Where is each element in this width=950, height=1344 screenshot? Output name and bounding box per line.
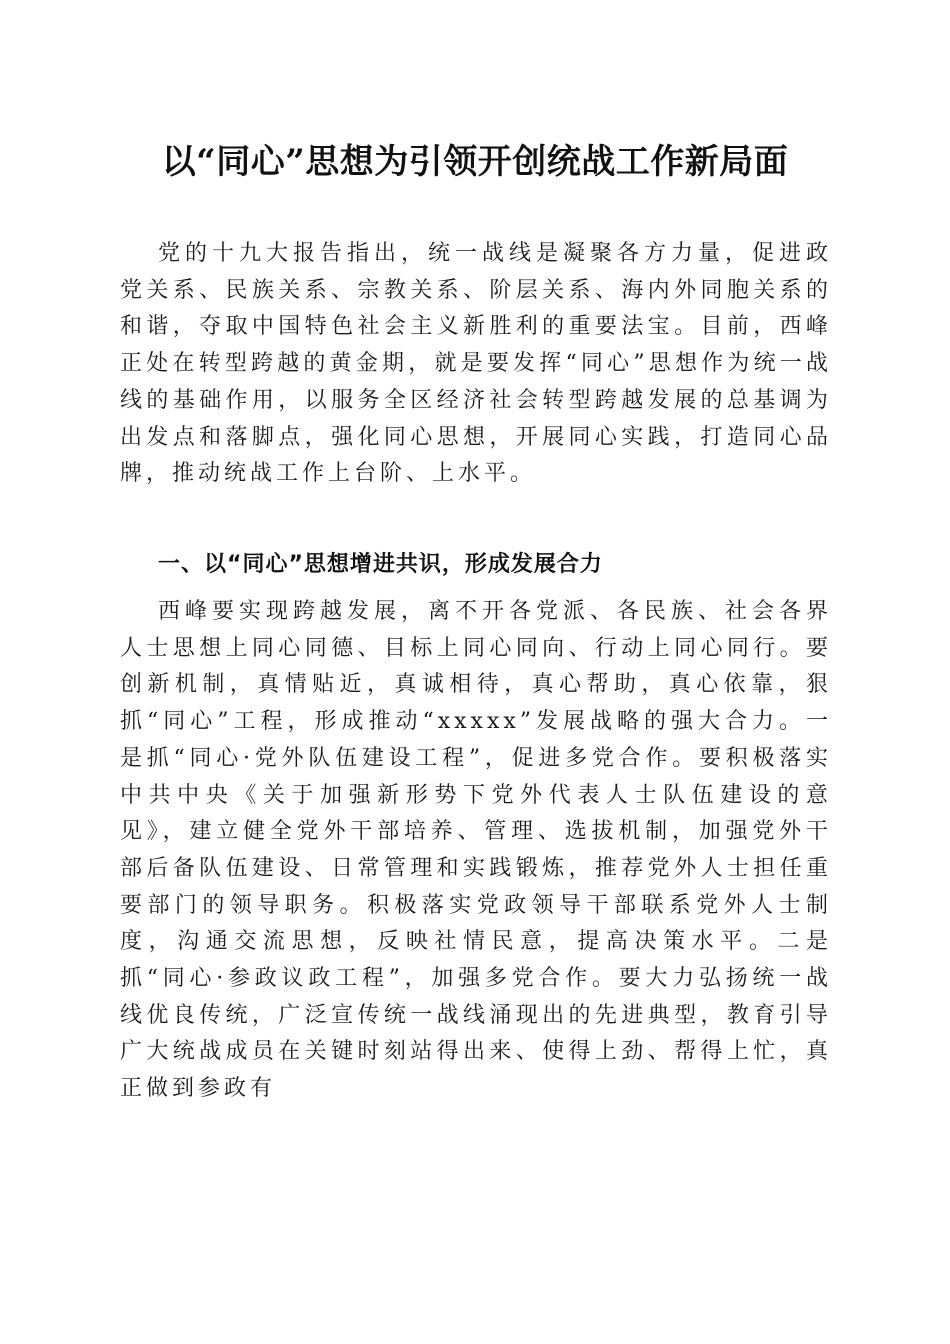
document-title: 以“同心”思想为引领开创统战工作新局面 — [161, 142, 789, 182]
intro-paragraph: 党的十九大报告指出，统一战线是凝聚各方力量，促进政党关系、民族关系、宗教关系、阶层关系、海内外同胞关系的和谐，夺取中国特色社会主义新胜利的重要法宝。目前，西峰正处在转型跨越的黄金期，就是要发挥“同心”思想作为统一战线的基础作用，以服务全区经济社会转型跨越发展的总基调为出发点和落脚点，强化同心思想，开展同心实践，打造同心品牌，推动统战工作上台阶、上水平。 — [120, 241, 832, 487]
section-1-paragraph: 西峰要实现跨越发展，离不开各党派、各民族、社会各界人士思想上同心同德、目标上同心同向、行动上同心同行。要创新机制，真情贴近，真诚相待，真心帮助，真心依靠，狠抓“同心”工程，形成推动“xxxxx”发展战略的强大合力。一是抓“同心·党外队伍建设工程”，促进多党合作。要积极落实中共中央《关于加强新形势下党外代表人士队伍建设的意见》，建立健全党外干部培养、管理、选拔机制，加强党外干部后备队伍建设、日常管理和实践锻炼，推荐党外人士担任重要部门的领导职务。积极落实党政领导干部联系党外人士制度，沟通交流思想，反映社情民意，提高决策水平。二是抓“同心·参政议政工程”，加强多党合作。要大力弘扬统一战线优良传统，广泛宣传统一战线涌现出的先进典型，教育引导广大统战成员在关键时刻站得出来、使得上劲、帮得上忙，真正做到参政有 — [120, 599, 832, 1102]
section-1-heading: 一、以“同心”思想增进共识，形成发展合力 — [158, 552, 603, 577]
